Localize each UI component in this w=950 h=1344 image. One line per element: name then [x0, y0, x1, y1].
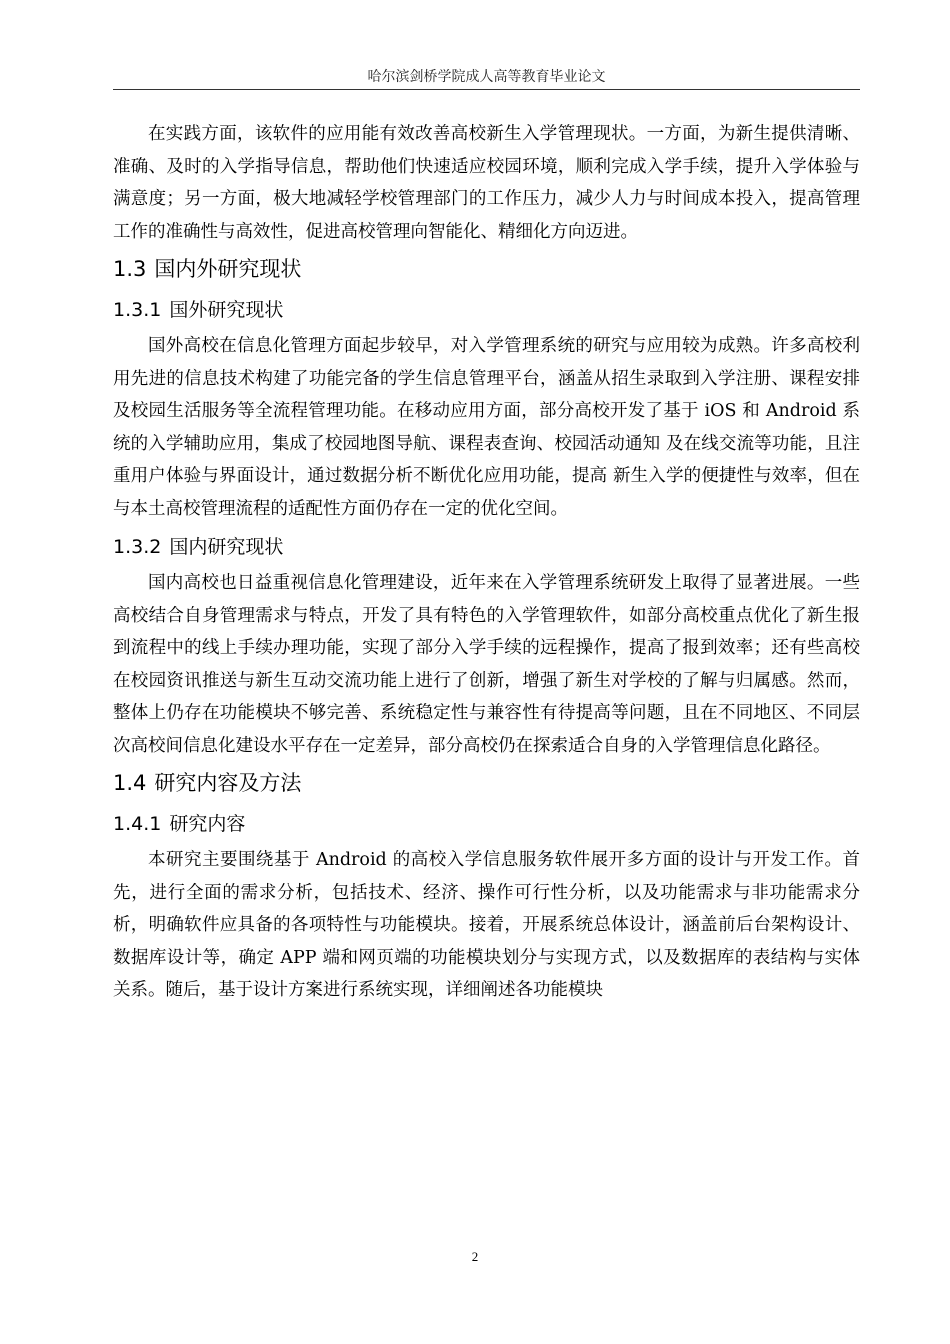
- subsection-heading-1-4-1: [113, 808, 860, 840]
- page-body: [113, 118, 860, 1007]
- section-title: 国内外研究现状: [154, 257, 302, 281]
- section-title: 研究内容及方法: [154, 771, 302, 795]
- section-number: 1.3: [113, 257, 147, 281]
- paragraph-foreign-research: 国外高校在信息化管理方面起步较早，对入学管理系统的研究与应用较为成熟。许多高校利用先进的信息技术构建了功能完备的学生信息管理平台，涵盖从招生录取到入学注册、课程安排及校园生活服务等全流程管理功能。在移动应用方面，部分高校开发了基于 iOS 和 Android 系统的入学辅助应用，集成了校园地图导航、课程表查询、校园活动通知 及在线交流等功能，且注重用户体验与界面设计，通过数据分析不断优化应用功能，提高 新生入学的便捷性与效率，但在与本土高校管理流程的适配性方面仍存在一定的优化空间。: [113, 336, 860, 519]
- section-heading-1-3: [113, 252, 860, 286]
- paragraph-domestic-research: 国内高校也日益重视信息化管理建设，近年来在入学管理系统研发上取得了显著进展。一些高校结合自身管理需求与特点，开发了具有特色的入学管理软件，如部分高校重点优化了新生报到流程中的线上手续办理功能，实现了部分入学手续的远程操作，提高了报到效率；还有些高校在校园资讯推送与新生互动交流功能上进行了创新，增强了新生对学校的了解与归属感。然而，整体上仍存在功能模块不够完善、系统稳定性与兼容性有待提高等问题，且在不同地区、不同层次高校间信息化建设水平存在一定差异，部分高校仍在探索适合自身的入学管理信息化路径。: [113, 573, 860, 756]
- page-number: 2: [471, 1249, 479, 1264]
- subsection-title: 国外研究现状: [169, 299, 284, 321]
- header-divider: [113, 89, 860, 90]
- subsection-title: 国内研究现状: [169, 536, 284, 558]
- section-heading-1-4: [113, 766, 860, 800]
- section-number: 1.4: [113, 771, 147, 795]
- subsection-number: 1.4.1: [113, 813, 162, 835]
- paragraph-research-content: 本研究主要围绕基于 Android 的高校入学信息服务软件展开多方面的设计与开发工作。首先，进行全面的需求分析，包括技术、经济、操作可行性分析，以及功能需求与非功能需求分析，明确软件应具备的各项特性与功能模块。接着，开展系统总体设计，涵盖前后台架构设计、数据库设计等，确定 APP 端和网页端的功能模块划分与实现方式，以及数据库的表结构与实体关系。随后，基于设计方案进行系统实现，详细阐述各功能模块: [113, 850, 860, 1000]
- running-header: 哈尔滨剑桥学院成人高等教育毕业论文: [367, 69, 606, 85]
- subsection-heading-1-3-2: [113, 531, 860, 563]
- subsection-number: 1.3.2: [113, 536, 162, 558]
- subsection-title: 研究内容: [169, 813, 246, 835]
- subsection-heading-1-3-1: [113, 294, 860, 326]
- paragraph-practice: 在实践方面，该软件的应用能有效改善高校新生入学管理现状。一方面，为新生提供清晰、准确、及时的入学指导信息，帮助他们快速适应校园环境，顺利完成入学手续，提升入学体验与满意度；另一方面，极大地减轻学校管理部门的工作压力，减少人力与时间成本投入，提高管理工作的准确性与高效性，促进高校管理向智能化、精细化方向迈进。: [113, 124, 860, 242]
- subsection-number: 1.3.1: [113, 299, 162, 321]
